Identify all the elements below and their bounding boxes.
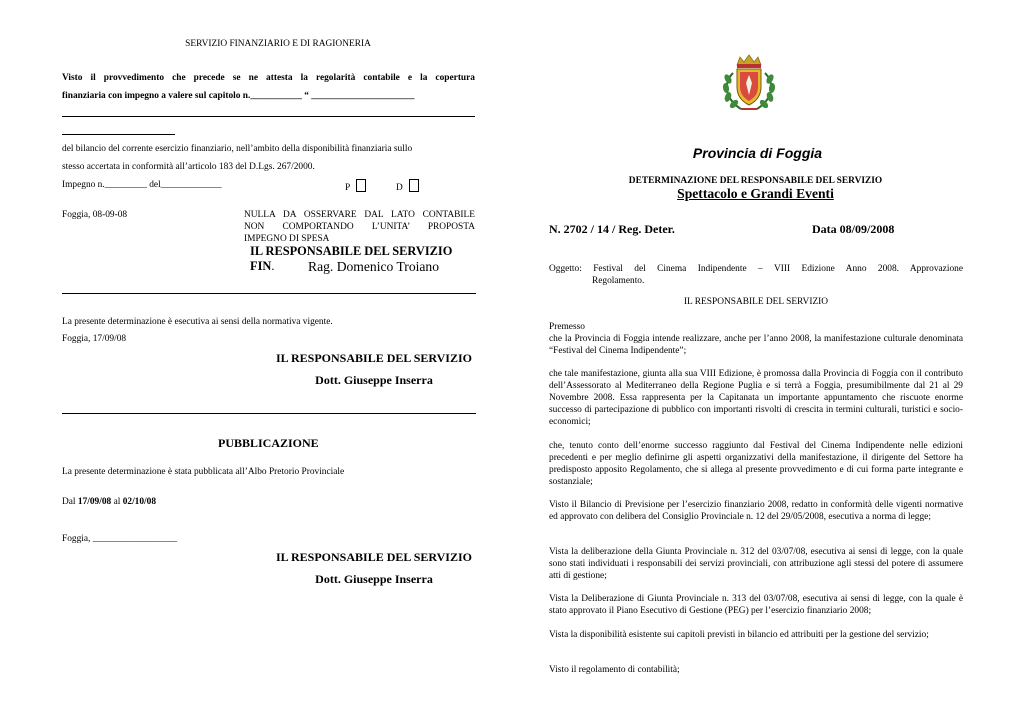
nulla-osservare-block: [244, 209, 475, 245]
esecutiva-text: La presente determinazione è esecutiva ai sensi della normativa vigente.: [62, 317, 333, 327]
dal-label: Dal: [62, 497, 78, 507]
premesso-label: Premesso: [549, 322, 585, 332]
al-date: 02/10/08: [122, 497, 157, 507]
blank-line-short: [62, 134, 175, 135]
dal-al-line: [62, 496, 156, 508]
visto-line-2: finanziaria con impegno a valere sul capitolo n.___________ “ ______________________: [62, 91, 415, 101]
resp-fin-dot: .: [271, 259, 275, 273]
visto-line-1: Visto il provvedimento che precede se ne attesta la regolarità contabile e la copertura: [62, 73, 475, 83]
resp-name-2: Dott. Giuseppe Inserra: [315, 572, 433, 586]
p-checkbox-icon: [356, 179, 366, 192]
resp-title-2: IL RESPONSABILE DEL SERVIZIO: [276, 550, 472, 564]
resp-name-1: Dott. Giuseppe Inserra: [315, 373, 433, 387]
resp-fin-name: Rag. Domenico Troiano: [308, 259, 440, 274]
nulla-line-3: IMPEGNO DI SPESA: [244, 234, 330, 244]
bilancio-line-1: del bilancio del corrente esercizio finanziario, nell’ambito della disponibilità finanziaria sullo: [62, 144, 413, 154]
registro-data: Data 08/09/2008: [812, 222, 895, 236]
nulla-line-1: NULLA DA OSSERVARE DAL LATO CONTABILE: [244, 210, 475, 220]
pubblicata-text: La presente determinazione è stata pubblicata all’Albo Pretorio Provinciale: [62, 467, 345, 477]
finance-service-header: SERVIZIO FINANZIARIO E DI RAGIONERIA: [185, 39, 371, 49]
paragraph-4: Visto il Bilancio di Previsione per l’esercizio finanziario 2008, redatto in conformità delle vigenti normative ed approvato con delibera del Consiglio Provinciale n. 12 del 29/05/2008, esecutiva a norma di legge;: [549, 500, 963, 522]
resp-title-1: IL RESPONSABILE DEL SERVIZIO: [276, 351, 472, 365]
paragraph-6: Vista la Deliberazione di Giunta Provinciale n. 313 del 03/07/08, esecutiva ai sensi di legge, con la quale è stato approvato il Piano Esecutivo di Gestione (PEG) per l’esercizio finanziario 2008;: [549, 594, 963, 616]
blank-line: [62, 116, 475, 117]
provincia-title: Provincia di Foggia: [692, 145, 823, 161]
foggia-blank: Foggia, __________________: [62, 534, 178, 544]
al-label: al: [111, 497, 123, 507]
registro-numero: N. 2702 / 14 / Reg. Deter.: [549, 222, 675, 236]
foggia-date-1: Foggia, 08-09-08: [62, 210, 128, 220]
oggetto-line-1: Oggetto: Festival del Cinema Indipendente – VIII Edizione Anno 2008. Approvazione: [549, 264, 963, 274]
foggia-date-2: Foggia, 17/09/08: [62, 334, 127, 344]
responsabile-heading: IL RESPONSABILE DEL SERVIZIO: [683, 297, 829, 307]
coat-of-arms-icon: [719, 53, 779, 115]
paragraph-3: che, tenuto conto dell’enorme successo raggiunto dal Festival del Cinema Indipendente nelle edizioni precedenti e per meglio definirne gli aspetti organizzativi della manifestazione, il dirigente del Settore ha predisposto apposito Regolamento, che si allega al presente provvedimento e di cui forma parte integrante e sostanziale;: [549, 441, 963, 487]
p-label: P: [345, 183, 351, 193]
paragraph-8: Visto il regolamento di contabilità;: [549, 665, 680, 675]
d-checkbox-icon: [409, 179, 419, 192]
bilancio-line-2: stesso accertata in conformità all’articolo 183 del D.Lgs. 267/2000.: [62, 162, 315, 172]
divider-1: [62, 293, 476, 294]
paragraph-5: Vista la deliberazione della Giunta Provinciale n. 312 del 03/07/08, esecutiva ai sensi di legge, con la quale sono stati individuati i responsabili dei servizi provinciali, con attribuzione agli stessi del potere di assumere atti di gestione;: [549, 547, 963, 581]
paragraph-7: Vista la disponibilità esistente sui capitoli previsti in bilancio ed attribuiti per la gestione del servizio;: [549, 630, 929, 640]
impegno-field: Impegno n._________ del_____________: [62, 180, 222, 190]
nulla-line-2: NON COMPORTANDO L’UNITA’ PROPOSTA: [244, 222, 475, 232]
servizio-title: Spettacolo e Grandi Eventi: [677, 186, 834, 201]
divider-2: [62, 413, 476, 414]
paragraph-1: che la Provincia di Foggia intende realizzare, anche per l’anno 2008, la manifestazione culturale denominata “Festival del Cinema Indipendente”;: [549, 334, 963, 356]
d-label: D: [396, 183, 403, 193]
pubblicazione-heading: PUBBLICAZIONE: [218, 436, 319, 450]
p-checkbox-group: [345, 179, 366, 194]
resp-fin-title: IL RESPONSABILE DEL SERVIZIO FIN: [250, 244, 453, 273]
oggetto-line-2: Regolamento.: [592, 276, 645, 286]
d-checkbox-group: [396, 179, 419, 194]
paragraph-2: che tale manifestazione, giunta alla sua VIII Edizione, è promossa dalla Provincia di Foggia con il contributo dell’Assessorato al Mediterraneo della Regione Puglia e si terrà a Foggia, presumibilmente dal 21 al 29 Novembre 2008. Essa rappresenta per la Capitanata un importante appuntamento che riscuote enorme successo di partecipazione di pubblico con importanti risvolti di crescita in termini culturali, turistici e socio-economici;: [549, 369, 963, 427]
determinazione-heading: DETERMINAZIONE DEL RESPONSABILE DEL SERVIZIO: [628, 176, 883, 186]
dal-date: 17/09/08: [77, 497, 112, 507]
